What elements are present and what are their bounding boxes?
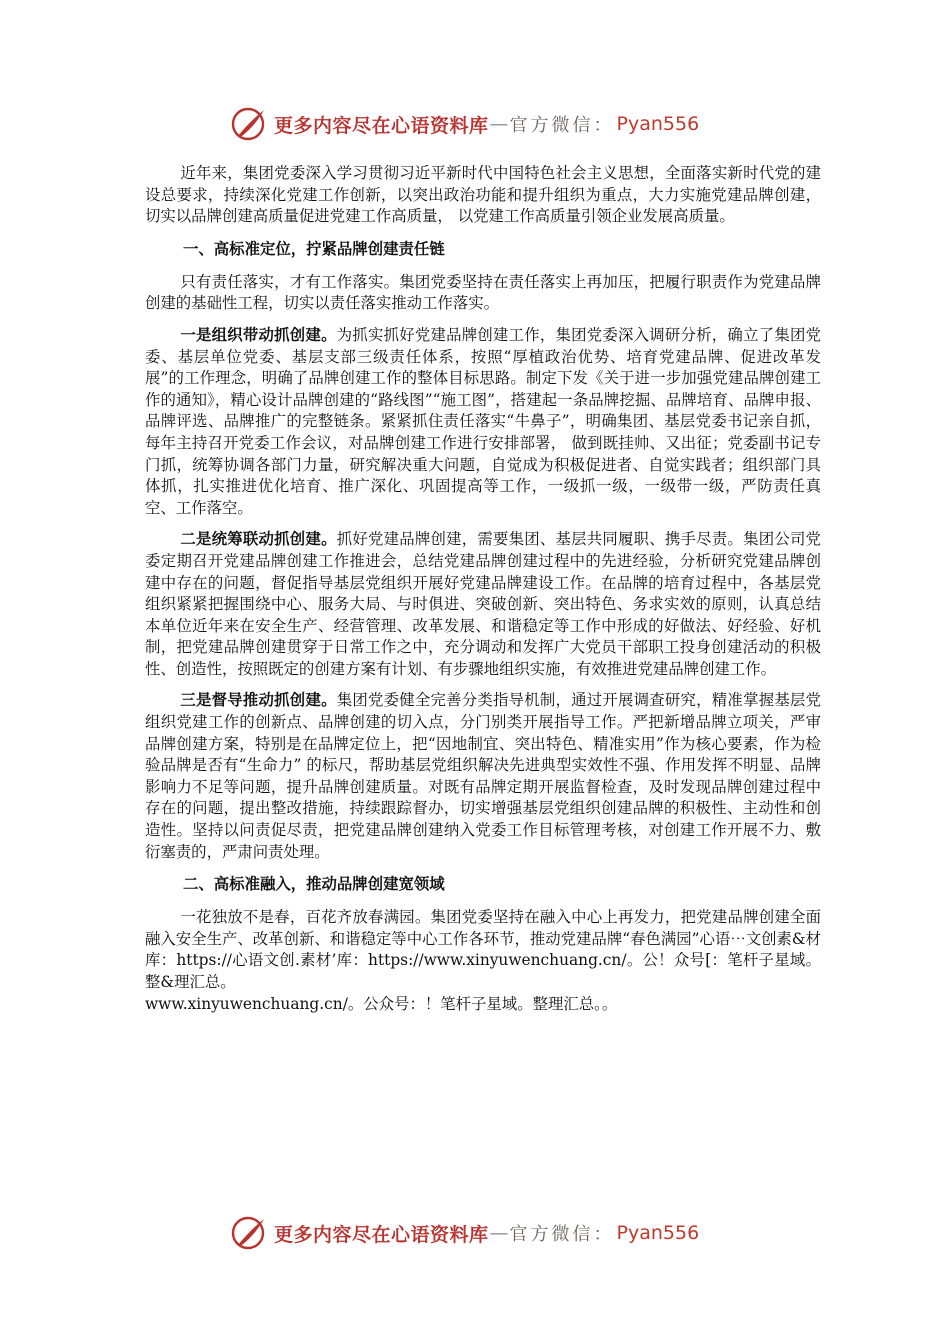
item-2-lead: 二是统筹联动抓创建。	[180, 530, 337, 549]
section-1-heading: 一、高标准定位，拧紧品牌创建责任链	[183, 239, 445, 258]
banner-wechat-label: 官方微信：	[509, 115, 615, 136]
item-3-text: 集团党委健全完善分类指导机制，通过开展调查研究，精准掌握基层党组织党建工作的创新点、品牌创建的切入点，分门别类开展指导工作。严把新增品牌立项关，严审品牌创建方案，特别是在品牌定位上，把“因地制宜、突出特色、精准实用”作为核心要素，作为检验品牌是否有“生命力” 的标尺，帮助基层党组织解决先进典型实效性不强、作用发挥不明显、品牌影响力不足等问题，提升品牌创建质量。对既有品牌定期开展监督检查，及时发现品牌创建过程中存在的问题，提出整改措施，持续跟踪督办，切实增强基层党组织创建品牌的积极性、主动性和创造性。坚持以问责促尽责，把党建品牌创建纳入党委工作目标管理考核，对创建工作开展不力、敷衍塞责的，严肃问责处理。	[145, 691, 821, 861]
header-banner	[228, 104, 728, 144]
banner-wechat-label: 官方微信：	[509, 1224, 615, 1245]
item-2-text: 抓好党建品牌创建，需要集团、基层共同履职、携手尽责。集团公司党委定期召开党建品牌创建工作推进会，总结党建品牌创建过程中的先进经验，分析研究党建品牌创建中存在的问题，督促指导基层党组织开展好党建品牌建设工作。在品牌的培育过程中，各基层党组织紧紧把握围绕中心、服务大局、与时俱进、突破创新、突出特色、务求实效的原则，认真总结本单位近年来在安全生产、经营管理、改革发展、和谐稳定等工作中形成的好做法、好经验、好机制，把党建品牌创建贯穿于日常工作之中，充分调动和发挥广大党员干部职工投身创建活动的积极性、创造性，按照既定的创建方案有计划、有步骤地组织实施，有效推进党建品牌创建工作。	[145, 530, 821, 678]
banner-separator: —	[489, 113, 509, 135]
section-2-heading: 二、高标准融入，推动品牌创建宽领域	[183, 875, 445, 894]
quill-logo-icon	[228, 1215, 268, 1251]
item-2-paragraph	[145, 529, 821, 680]
document-body	[145, 163, 821, 1025]
section-2-tail: www.xinyuwenchuang.cn/。公众号：！笔杆子星域。整理汇总。。	[145, 994, 618, 1013]
item-1-paragraph	[145, 325, 821, 519]
banner-wechat-id: Pyan556	[616, 113, 700, 135]
item-1-lead: 一是组织带动抓创建。	[180, 325, 337, 344]
quill-logo-icon	[228, 106, 268, 142]
footer-banner	[228, 1213, 728, 1253]
intro-paragraph: 近年来，集团党委深入学习贯彻习近平新时代中国特色社会主义思想，全面落实新时代党的建设总要求，持续深化党建工作创新，以突出政治功能和提升组织为重点，大力实施党建品牌创建，切实以品牌创建高质量促进党建工作高质量， 以党建工作高质量引领企业发展高质量。	[145, 164, 821, 226]
section-1-paragraph: 只有责任落实，才有工作落实。集团党委坚持在责任落实上再加压，把履行职责作为党建品牌创建的基础性工程，切实以责任落实推动工作落实。	[145, 272, 821, 313]
banner-title: 更多内容尽在心语资料库	[274, 114, 489, 137]
item-3-paragraph	[145, 690, 821, 863]
banner-title: 更多内容尽在心语资料库	[274, 1223, 489, 1246]
item-3-lead: 三是督导推动抓创建。	[180, 691, 337, 710]
section-2-paragraph: 一花独放不是春，百花齐放春满园。集团党委坚持在融入中心上再发力，把党建品牌创建全面融入安全生产、改革创新、和谐稳定等中心工作各环节，推动党建品牌“春色满园”心语⋯文创素&材库：https://心语文创.素材’库：https://www.xinyuwenchuang.cn/。公！众号[：笔杆子星域。整&理汇总。	[145, 908, 821, 991]
banner-separator: —	[489, 1222, 509, 1244]
banner-wechat-id: Pyan556	[616, 1222, 700, 1244]
item-1-text: 为抓实抓好党建品牌创建工作，集团党委深入调研分析，确立了集团党委、基层单位党委、基层支部三级责任体系，按照“厚植政治优势、培育党建品牌、促进改革发展”的工作理念，明确了品牌创建工作的整体目标思路。制定下发《关于进一步加强党建品牌创建工作的通知》，精心设计品牌创建的“路线图”“施工图”，搭建起一条品牌挖掘、品牌培育、品牌申报、品牌评选、品牌推广的完整链条。紧紧抓住责任落实“牛鼻子”，明确集团、基层党委书记亲自抓，每年主持召开党委工作会议，对品牌创建工作进行安排部署， 做到既挂帅、又出征；党委副书记专门抓，统筹协调各部门力量，研究解决重大问题，自觉成为积极促进者、自觉实践者；组织部门具体抓，扎实推进优化培育、推广深化、巩固提高等工作，一级抓一级，一级带一级，严防责任真空、工作落空。	[145, 325, 821, 517]
